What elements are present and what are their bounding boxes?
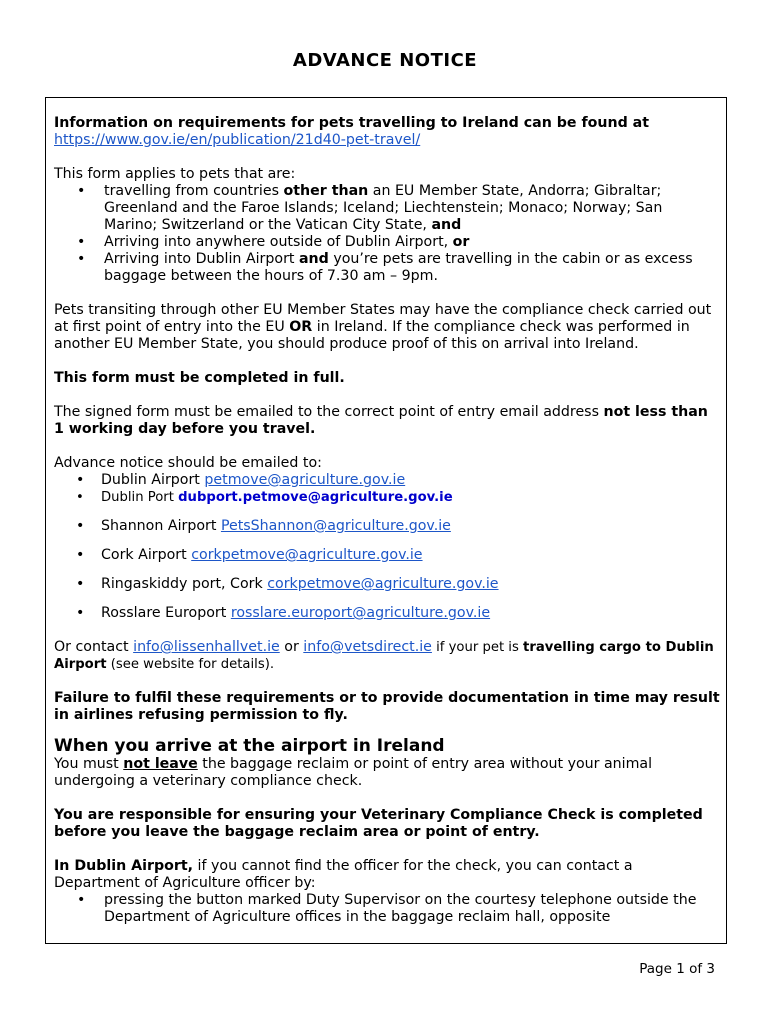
responsible-notice: You are responsible for ensuring your Veterinary Compliance Check is completed before you leave the baggage reclaim area or point of entry. (54, 807, 703, 840)
email-link[interactable]: corkpetmove@agriculture.gov.ie (191, 547, 423, 563)
email-link[interactable]: PetsShannon@agriculture.gov.ie (220, 518, 451, 534)
contact-email-link[interactable]: info@lissenhallvet.ie (133, 639, 280, 655)
list-item: • Arriving into anywhere outside of Dublin Airport, or (54, 234, 720, 251)
arrive-paragraph: You must not leave the baggage reclaim or point of entry area without your animal undergoing a veterinary compliance check. (54, 756, 653, 789)
email-link[interactable]: rosslare.europort@agriculture.gov.ie (230, 605, 491, 621)
contact-paragraph: Or contact info@lissenhallvet.ie or info@vetsdirect.ie if your pet is travelling cargo to Dublin Airport (see website for details). (54, 639, 714, 672)
contact-email-link[interactable]: info@vetsdirect.ie (303, 639, 432, 655)
signed-paragraph: The signed form must be emailed to the correct point of entry email address not less than 1 working day before you travel. (54, 404, 708, 437)
email-item-ringaskiddy: • Ringaskiddy port, Cork corkpetmove@agriculture.gov.ie (54, 576, 720, 593)
email-item-rosslare: • Rosslare Europort rosslare.europort@agriculture.gov.ie (54, 605, 720, 622)
arrive-heading: When you arrive at the airport in Ireland (54, 736, 445, 756)
pet-travel-link[interactable]: https://www.gov.ie/en/publication/21d40-pet-travel/ (54, 132, 421, 148)
email-link[interactable]: petmove@agriculture.gov.ie (204, 472, 406, 488)
list-item: • pressing the button marked Duty Supervisor on the courtesy telephone outside the Department of Agriculture offices in the baggage reclaim hall, opposite (54, 892, 720, 926)
complete-full-notice: This form must be completed in full. (54, 370, 345, 386)
page-number: Page 1 of 3 (639, 961, 715, 977)
failure-warning: Failure to fulfil these requirements or to provide documentation in time may result in airlines refusing permission to fly. (54, 690, 720, 723)
dublin-paragraph: In Dublin Airport, if you cannot find the officer for the check, you can contact a Department of Agriculture officer by: (54, 858, 633, 891)
intro-heading: Information on requirements for pets travelling to Ireland can be found at (54, 115, 650, 131)
email-item-dublin-airport: • Dublin Airport petmove@agriculture.gov.ie (54, 472, 720, 489)
emails-lead: Advance notice should be emailed to: (54, 455, 322, 471)
list-item: • Arriving into Dublin Airport and you’re pets are travelling in the cabin or as excess baggage between the hours of 7.30 am – 9pm. (54, 251, 720, 285)
emails-list (54, 472, 720, 622)
applies-list (54, 183, 720, 285)
email-item-shannon: • Shannon Airport PetsShannon@agriculture.gov.ie (54, 518, 720, 535)
list-item: • travelling from countries other than an EU Member State, Andorra; Gibraltar; Greenland and the Faroe Islands; Iceland; Liechtenstein; Monaco; Norway; San Marino; Switzerland or the Vatican City State, and (54, 183, 720, 234)
page-title: ADVANCE NOTICE (292, 50, 478, 71)
email-item-dublin-port: • Dublin Port dubport.petmove@agriculture.gov.ie (54, 489, 720, 506)
email-item-cork-airport: • Cork Airport corkpetmove@agriculture.gov.ie (54, 547, 720, 564)
applies-lead: This form applies to pets that are: (54, 166, 296, 182)
dublin-list (54, 892, 720, 926)
email-link[interactable]: corkpetmove@agriculture.gov.ie (267, 576, 499, 592)
notice-box (45, 97, 727, 944)
email-link[interactable]: dubport.petmove@agriculture.gov.ie (178, 490, 453, 505)
transit-paragraph: Pets transiting through other EU Member States may have the compliance check carried out at first point of entry into the EU OR in Ireland. If the compliance check was performed in another EU Member State, you should produce proof of this on arrival into Ireland. (54, 302, 712, 352)
